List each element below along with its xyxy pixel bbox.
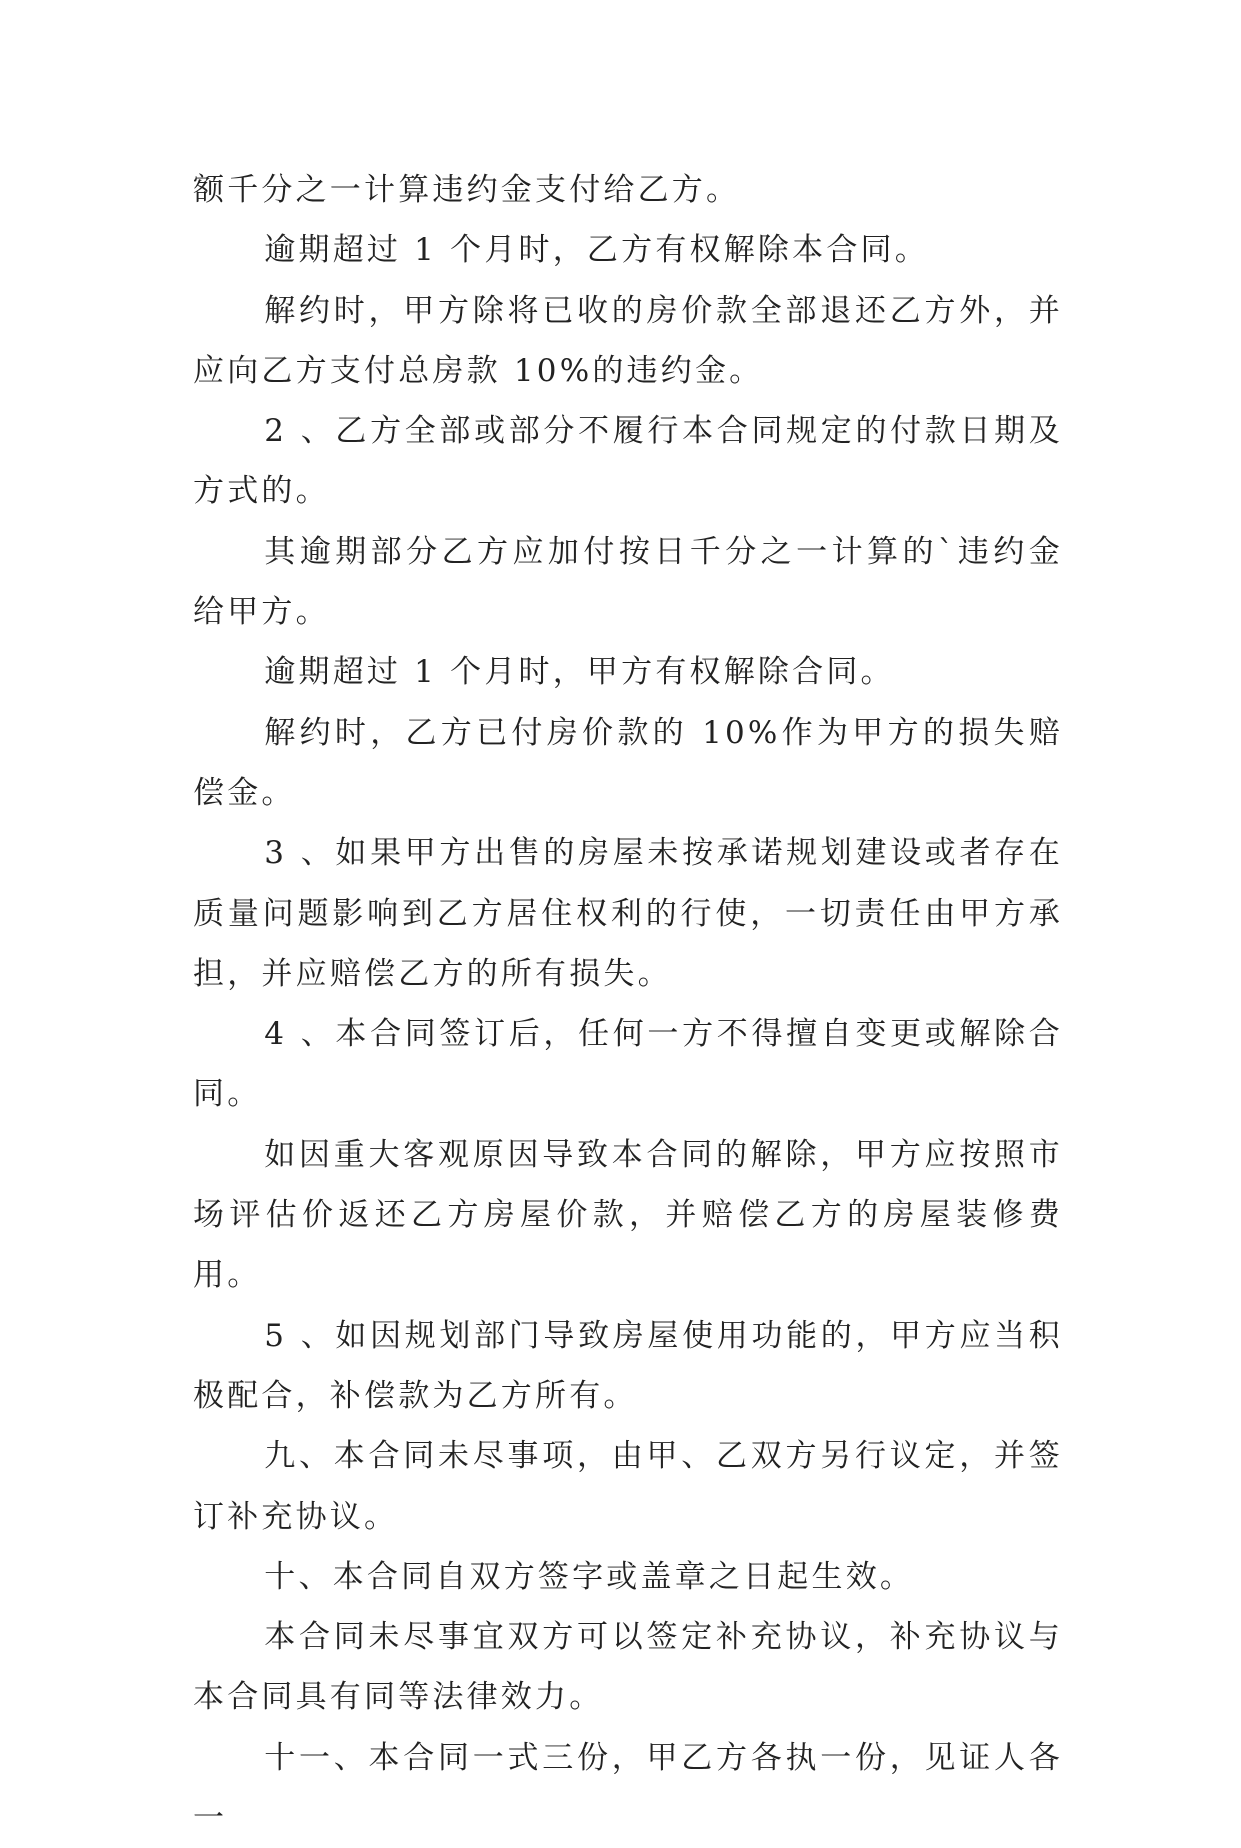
paragraph-article-10: 十、本合同自双方签字或盖章之日起生效。 (264, 1558, 915, 1595)
paragraph-overdue-seller-right: 逾期超过 1 个月时，甲方有权解除合同。 (264, 654, 895, 691)
paragraph-objective-cause: 如因重大客观原因导致本合同的解除，甲方应按照市场评估价返还乙方房屋价款，并赔偿乙方的房屋装修费用。 (193, 1136, 1063, 1294)
paragraph-article-9: 九、本合同未尽事项，由甲、乙双方另行议定，并签订补充协议。 (193, 1438, 1063, 1535)
paragraph-article-11: 十一、本合同一式三份，甲乙方各执一份，见证人各一 (193, 1739, 1063, 1837)
paragraph-seller-refund: 解约时，甲方除将已收的房价款全部退还乙方外，并应向乙方支付总房款 10%的违约金。 (193, 292, 1063, 389)
paragraph-clause-3: 3 、如果甲方出售的房屋未按承诺规划建设或者存在质量问题影响到乙方居住权利的行使，一切责任由甲方承担，并应赔偿乙方的所有损失。 (193, 835, 1063, 992)
paragraph-clause-4: 4 、本合同签订后，任何一方不得擅自变更或解除合同。 (193, 1016, 1063, 1113)
paragraph-overdue-buyer-right: 逾期超过 1 个月时，乙方有权解除本合同。 (264, 232, 929, 269)
paragraph-clause-2: 2 、乙方全部或部分不履行本合同规定的付款日期及方式的。 (193, 413, 1063, 510)
contract-body (193, 160, 1063, 1848)
paragraph-clause-5: 5 、如因规划部门导致房屋使用功能的，甲方应当积极配合，补偿款为乙方所有。 (193, 1317, 1063, 1414)
paragraph-penalty-payment: 额千分之一计算违约金支付给乙方。 (193, 172, 741, 208)
paragraph-buyer-compensation: 解约时，乙方已付房价款的 10%作为甲方的损失赔偿金。 (193, 714, 1063, 811)
paragraph-supplementary-agreement: 本合同未尽事宜双方可以签定补充协议，补充协议与本合同具有同等法律效力。 (193, 1619, 1063, 1716)
paragraph-buyer-overdue-penalty: 其逾期部分乙方应加付按日千分之一计算的`违约金给甲方。 (193, 533, 1063, 631)
